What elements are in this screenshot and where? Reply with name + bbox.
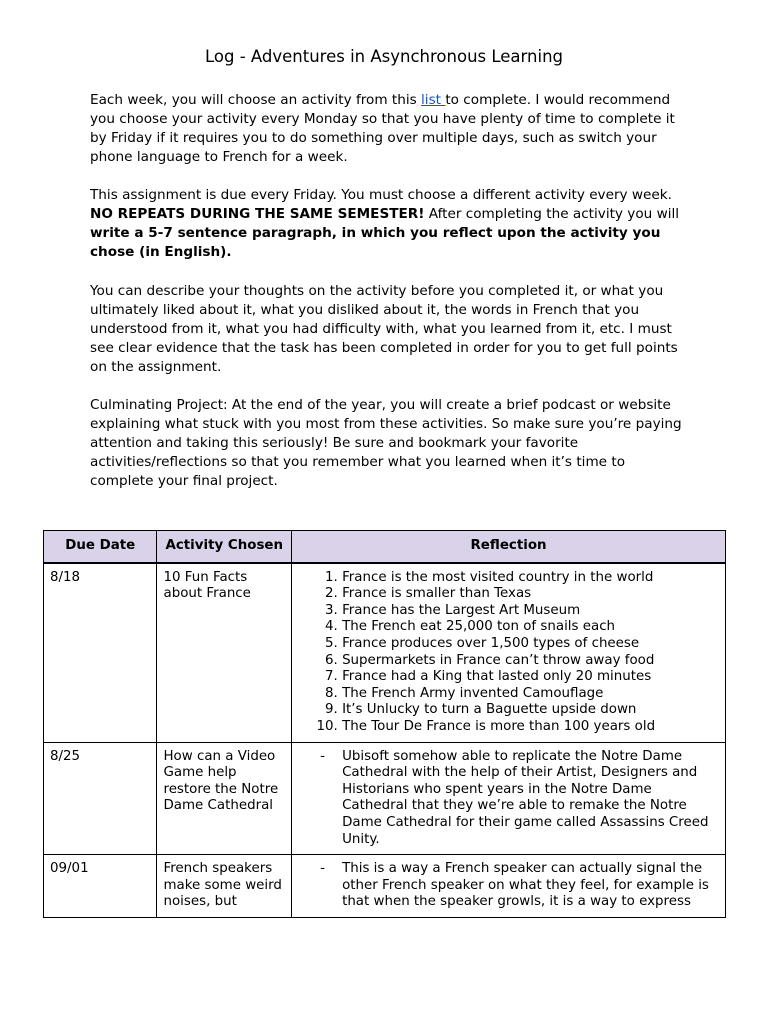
activity-list-link[interactable]: list xyxy=(421,92,446,108)
header-reflection: Reflection xyxy=(292,531,726,563)
list-item: 6. Supermarkets in France can’t throw away food xyxy=(342,653,719,670)
intro-paragraph-culminating-project: Culminating Project: At the end of the year, you will create a brief podcast or website explaining what stuck with you most from these activities. So make sure you’re paying attention and taking this seriously! Be sure and bookmark your favorite activities/reflections so that you remember what you learned when it’s time to complete your final project. xyxy=(90,397,682,490)
after-completing-text: After completing the activity you will xyxy=(424,206,680,223)
row-reflection xyxy=(292,742,726,855)
row-due-date: 09/01 xyxy=(44,855,157,918)
due-date-text: This assignment is due every Friday. You must choose a different activity every week. xyxy=(90,187,672,203)
row-reflection xyxy=(292,563,726,742)
row-activity: How can a Video Game help restore the Notre Dame Cathedral xyxy=(157,742,292,855)
row-activity xyxy=(157,855,292,918)
table-header-row xyxy=(44,531,726,563)
reflection-requirement: write a 5-7 sentence paragraph, in which you reflect upon the activity you chose (in English). xyxy=(90,225,661,261)
list-item xyxy=(298,861,719,911)
reflection-clip xyxy=(298,861,719,911)
row-reflection xyxy=(292,855,726,918)
list-item: 2. France is smaller than Texas xyxy=(342,586,719,603)
list-item: 7. France had a King that lasted only 20 minutes xyxy=(342,669,719,686)
page-title: Log - Adventures in Asynchronous Learning xyxy=(204,47,564,66)
list-item: 8. The French Army invented Camouflage xyxy=(342,686,719,703)
no-repeats-warning: NO REPEATS DURING THE SAME SEMESTER! xyxy=(90,206,425,223)
list-item: 5. France produces over 1,500 types of cheese xyxy=(342,636,719,653)
dash-bullet: - xyxy=(320,748,325,764)
list-item: 9. It’s Unlucky to turn a Baguette upside down xyxy=(342,702,719,719)
reflection-list xyxy=(298,861,719,911)
list-item: 3. France has the Largest Art Museum xyxy=(342,603,719,620)
table-row xyxy=(44,855,726,918)
intro-paragraph-due-date xyxy=(90,186,690,262)
dash-bullet: - xyxy=(320,861,325,877)
list-item: 1. France is the most visited country in the world xyxy=(342,570,719,587)
row-activity-text: French speakers make some weird noises, but xyxy=(163,861,282,910)
intro-paragraph-reflection-guidance: You can describe your thoughts on the activity before you completed it, or what you ultimately liked about it, what you disliked about it, the words in French that you understood from it, what you had difficulty with, what you learned from it, etc. I must see clear evidence that the task has been completed in order for you to get full points on the assignment. xyxy=(90,283,678,376)
intro-paragraph-activity-choice xyxy=(90,91,690,167)
reflection-text: This is a way a French speaker can actually signal the other French speaker on what they feel, for example is that when the speaker growls, it is a way to express xyxy=(342,861,709,910)
intro-text-before-link: Each week, you will choose an activity from this xyxy=(90,92,422,108)
list-item: 4. The French eat 25,000 ton of snails each xyxy=(342,619,719,636)
list-item xyxy=(298,749,719,849)
header-due-date: Due Date xyxy=(44,531,157,563)
reflection-text: Ubisoft somehow able to replicate the Notre Dame Cathedral with the help of their Artist, Designers and Historians who spent years in the Notre Dame Cathedral that they we’re able to remake the Notre Dame Cathedral for their game called Assassins Creed Unity. xyxy=(342,748,709,847)
intro-text-after-link: to complete. I would recommend you choose your activity every Monday so that you have plenty of time to complete it by Friday if it requires you to do something over multiple days, such as switch your phone language to French for a week. xyxy=(90,92,675,166)
row-due-date: 8/25 xyxy=(44,742,157,855)
header-activity-chosen: Activity Chosen xyxy=(157,531,292,563)
row-activity: 10 Fun Facts about France xyxy=(157,563,292,742)
fun-facts-list xyxy=(298,570,719,736)
activity-log-table xyxy=(43,530,726,918)
table-row xyxy=(44,742,726,855)
table-row xyxy=(44,563,726,742)
row-due-date: 8/18 xyxy=(44,563,157,742)
list-item: 10. The Tour De France is more than 100 years old xyxy=(342,719,719,736)
reflection-list xyxy=(298,749,719,849)
